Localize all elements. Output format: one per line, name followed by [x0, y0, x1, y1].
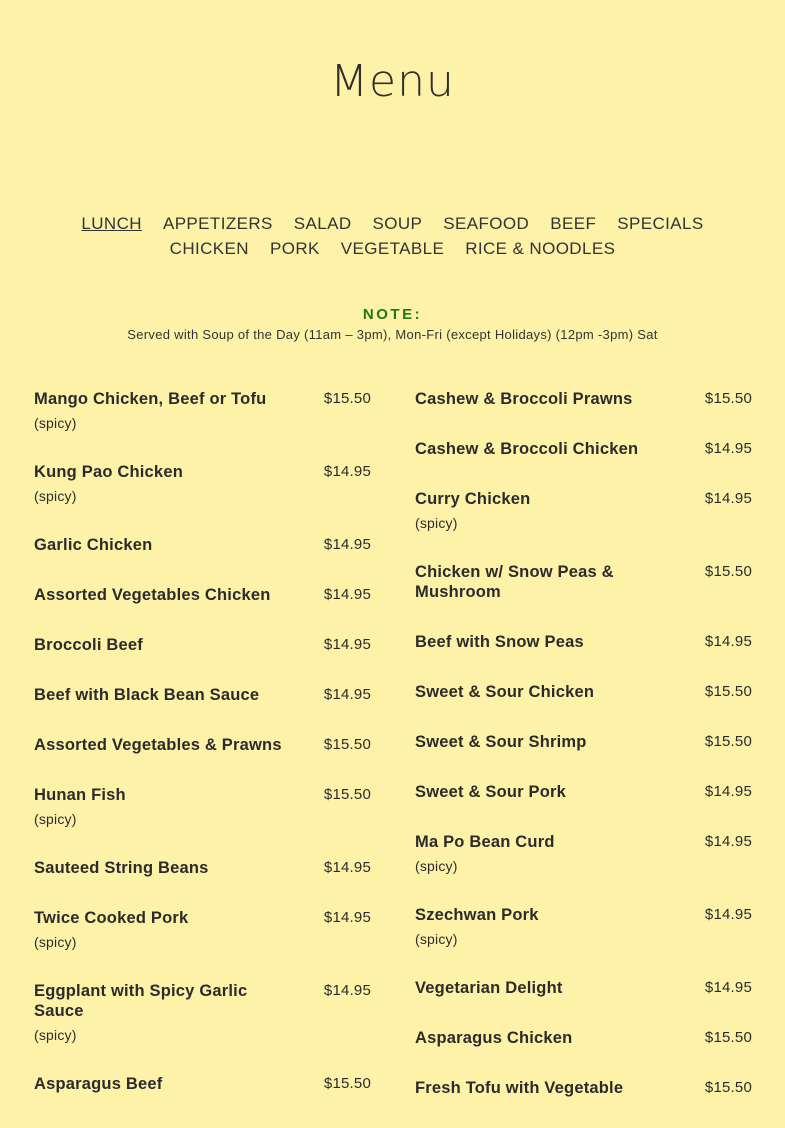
- menu-item-price: $14.95: [323, 982, 371, 999]
- menu-item-row: [415, 782, 752, 802]
- menu-column-right: [415, 389, 752, 1128]
- menu-item: [34, 735, 371, 755]
- menu-item: [415, 905, 752, 948]
- menu-item-name: Sweet & Sour Pork: [415, 783, 567, 801]
- menu-item-price: $14.95: [704, 783, 752, 800]
- menu-item-row: [34, 1074, 371, 1094]
- menu-item-name: Ma Po Bean Curd: [415, 833, 555, 851]
- menu-item-row: [415, 832, 752, 852]
- menu-item-row: [415, 732, 752, 752]
- nav-item-lunch[interactable]: LUNCH: [81, 214, 142, 233]
- nav-item-seafood[interactable]: SEAFOOD: [443, 214, 530, 233]
- menu-item-row: [34, 735, 371, 755]
- menu-item-name: Cashew & Broccoli Chicken: [415, 440, 639, 458]
- menu-item-name: Kung Pao Chicken: [34, 463, 183, 481]
- menu-item-price: $15.50: [704, 390, 752, 407]
- menu-item: [34, 535, 371, 555]
- nav-item-appetizers[interactable]: APPETIZERS: [162, 214, 273, 233]
- menu-item: [415, 632, 752, 652]
- menu-item-price: $15.50: [704, 733, 752, 750]
- menu-item: [34, 389, 371, 432]
- menu-item-row: [34, 858, 371, 878]
- menu-item-row: [415, 632, 752, 652]
- menu-item-name: Fresh Tofu with Vegetable: [415, 1079, 624, 1097]
- menu-item: [34, 981, 371, 1044]
- menu-column-left: [34, 389, 371, 1124]
- menu-item-name: Beef with Snow Peas: [415, 633, 584, 651]
- nav-item-specials[interactable]: SPECIALS: [617, 214, 704, 233]
- menu-item-name: Asparagus Beef: [34, 1075, 163, 1093]
- menu-item-price: $15.50: [704, 1079, 752, 1096]
- menu-item-note: (spicy): [34, 1027, 77, 1043]
- menu-item: [34, 685, 371, 705]
- category-nav: [0, 211, 785, 261]
- menu-item-name: Chicken w/ Snow Peas & Mushroom: [415, 563, 614, 601]
- menu-item: [34, 585, 371, 605]
- menu-item-price: $15.50: [323, 1075, 371, 1092]
- menu-item-row: [415, 1028, 752, 1048]
- menu-item: [34, 785, 371, 828]
- menu-item-name: Cashew & Broccoli Prawns: [415, 390, 633, 408]
- menu-item-price: $14.95: [704, 979, 752, 996]
- nav-item-chicken[interactable]: CHICKEN: [169, 239, 249, 258]
- menu-item-row: [34, 635, 371, 655]
- menu-item-name: Broccoli Beef: [34, 636, 143, 654]
- menu-item-price: $14.95: [704, 833, 752, 850]
- nav-item-soup[interactable]: SOUP: [372, 214, 423, 233]
- menu-item-price: $14.95: [704, 490, 752, 507]
- menu-item: [415, 978, 752, 998]
- menu-item-price: $15.50: [323, 786, 371, 803]
- menu-item-row: [415, 389, 752, 409]
- menu-item-row: [34, 535, 371, 555]
- menu-item-name: Vegetarian Delight: [415, 979, 563, 997]
- menu-item-price: $14.95: [323, 909, 371, 926]
- menu-item-note: (spicy): [415, 858, 458, 874]
- menu-item-price: $14.95: [323, 586, 371, 603]
- page-title: Menu: [330, 56, 455, 107]
- menu-item-note: (spicy): [34, 811, 77, 827]
- note-label: NOTE:: [362, 306, 423, 323]
- menu-item-note: (spicy): [415, 931, 458, 947]
- menu-item-price: $14.95: [323, 686, 371, 703]
- nav-item-beef[interactable]: BEEF: [550, 214, 597, 233]
- menu-item: [415, 1028, 752, 1048]
- menu-item-row: [415, 978, 752, 998]
- menu-item: [415, 832, 752, 875]
- menu-item-price: $14.95: [323, 536, 371, 553]
- menu-item-price: $15.50: [704, 683, 752, 700]
- menu-item-price: $14.95: [323, 636, 371, 653]
- menu-item-row: [34, 785, 371, 805]
- menu-item-note: (spicy): [415, 515, 458, 531]
- menu-item-price: $15.50: [323, 390, 371, 407]
- menu-item-price: $15.50: [323, 736, 371, 753]
- menu-item-price: $14.95: [323, 859, 371, 876]
- menu-item-row: [415, 682, 752, 702]
- menu-item-row: [34, 981, 371, 1021]
- menu-item-row: [34, 908, 371, 928]
- menu-item-name: Twice Cooked Pork: [34, 909, 189, 927]
- menu-item-name: Eggplant with Spicy Garlic Sauce: [34, 982, 248, 1020]
- menu-item: [415, 389, 752, 409]
- menu-item-name: Hunan Fish: [34, 786, 126, 804]
- note-text: Served with Soup of the Day (11am – 3pm), Mon-Fri (except Holidays) (12pm -3pm) Sat: [127, 327, 658, 342]
- menu-item: [34, 1074, 371, 1094]
- menu-item-name: Szechwan Pork: [415, 906, 539, 924]
- menu-item: [415, 562, 752, 602]
- nav-item-salad[interactable]: SALAD: [293, 214, 352, 233]
- menu-item: [415, 682, 752, 702]
- menu-item-row: [415, 489, 752, 509]
- menu-item-row: [34, 462, 371, 482]
- menu-item: [34, 858, 371, 878]
- menu-item: [415, 439, 752, 459]
- nav-item-rice-noodles[interactable]: RICE & NOODLES: [465, 239, 616, 258]
- menu-item-note: (spicy): [34, 934, 77, 950]
- menu-item: [415, 489, 752, 532]
- menu-item-name: Sweet & Sour Chicken: [415, 683, 595, 701]
- menu-item-note: (spicy): [34, 415, 77, 431]
- menu-item-name: Assorted Vegetables Chicken: [34, 586, 271, 604]
- menu-item-price: $14.95: [704, 440, 752, 457]
- menu-item-row: [34, 389, 371, 409]
- nav-item-pork[interactable]: PORK: [269, 239, 320, 258]
- menu-item-row: [415, 1078, 752, 1098]
- menu-item-name: Beef with Black Bean Sauce: [34, 686, 260, 704]
- category-nav-row: [0, 236, 785, 261]
- menu-item: [34, 635, 371, 655]
- menu-item-name: Sauteed String Beans: [34, 859, 209, 877]
- menu-item-name: Mango Chicken, Beef or Tofu: [34, 390, 267, 408]
- menu-item-row: [34, 585, 371, 605]
- menu-item: [415, 1078, 752, 1098]
- menu-item-row: [415, 905, 752, 925]
- menu-item-price: $14.95: [704, 633, 752, 650]
- menu-item-name: Curry Chicken: [415, 490, 531, 508]
- menu-item: [415, 782, 752, 802]
- menu-item: [34, 908, 371, 951]
- menu-item-name: Assorted Vegetables & Prawns: [34, 736, 282, 754]
- menu-item: [34, 462, 371, 505]
- menu-item-price: $15.50: [704, 1029, 752, 1046]
- menu-item-name: Garlic Chicken: [34, 536, 153, 554]
- menu-item-price: $15.50: [704, 563, 752, 580]
- category-nav-row: [0, 211, 785, 236]
- menu-item-row: [415, 439, 752, 459]
- menu-item-name: Asparagus Chicken: [415, 1029, 573, 1047]
- menu-item-price: $14.95: [704, 906, 752, 923]
- menu-item-row: [34, 685, 371, 705]
- menu-item-name: Sweet & Sour Shrimp: [415, 733, 587, 751]
- menu-item-price: $14.95: [323, 463, 371, 480]
- nav-item-vegetable[interactable]: VEGETABLE: [340, 239, 445, 258]
- menu-item-note: (spicy): [34, 488, 77, 504]
- menu-item: [415, 732, 752, 752]
- menu-item-row: [415, 562, 752, 602]
- note-section: [0, 306, 785, 342]
